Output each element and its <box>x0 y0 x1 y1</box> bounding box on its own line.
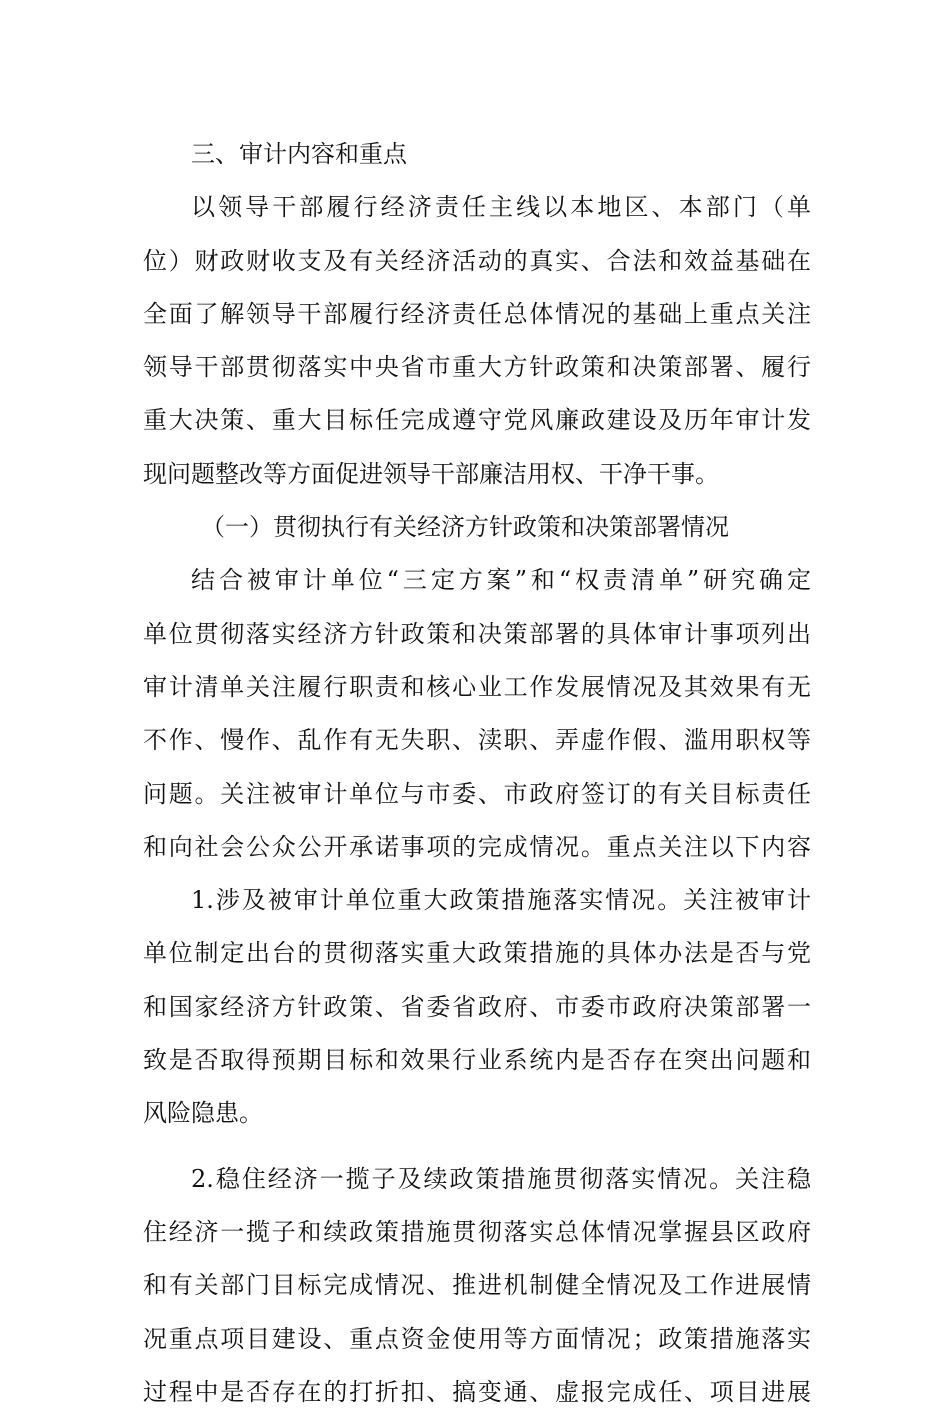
paragraph-line: 单位贯彻落实经济方针政策和决策部署的具体审计事项列出 <box>143 619 811 648</box>
paragraph-line: 致是否取得预期目标和效果行业系统内是否存在突出问题和 <box>143 1046 811 1075</box>
paragraph-line: 现问题整改等方面促进领导干部廉洁用权、干净干事。 <box>143 459 719 488</box>
document-body <box>143 128 811 1419</box>
paragraph-line: 审计清单关注履行职责和核心业工作发展情况及其效果有无 <box>143 672 811 701</box>
paragraph-line: 问题。关注被审计单位与市委、市政府签订的有关目标责任 <box>143 779 811 808</box>
paragraph-line: 领导干部贯彻落实中央省市重大方针政策和决策部署、履行 <box>143 353 811 382</box>
paragraph-line: 结合被审计单位“三定方案”和“权责清单”研究确定 <box>191 566 811 595</box>
section-heading: 三、审计内容和重点 <box>191 140 407 168</box>
list-item-2 <box>143 1153 811 1419</box>
paragraph-line: 过程中是否存在的打折扣、搞变通、虚报完成任、项目进展 <box>143 1377 811 1406</box>
intro-paragraph <box>143 181 811 501</box>
paragraph-spacer <box>143 1141 811 1153</box>
paragraph-line: 住经济一揽子和续政策措施贯彻落实总体情况掌握县区政府 <box>143 1217 811 1246</box>
paragraph-line: 2.稳住经济一揽子及续政策措施贯彻落实情况。关注稳 <box>191 1164 811 1193</box>
paragraph-line: 和有关部门目标完成情况、推进机制健全情况及工作进展情 <box>143 1271 811 1300</box>
policy-paragraph <box>143 554 811 874</box>
paragraph-line: 和向社会公众公开承诺事项的完成情况。重点关注以下内容 <box>143 832 811 861</box>
paragraph-line: 1.涉及被审计单位重大政策措施落实情况。关注被审计 <box>191 886 811 915</box>
paragraph-line: 以领导干部履行经济责任主线以本地区、本部门（单 <box>191 193 811 222</box>
paragraph-line: 位）财政财收支及有关经济活动的真实、合法和效益基础在 <box>143 246 811 275</box>
paragraph-line: 重大决策、重大目标任完成遵守党风廉政建设及历年审计发 <box>143 406 811 435</box>
paragraph-line: 不作、慢作、乱作有无失职、渎职、弄虚作假、滥用职权等 <box>143 726 811 755</box>
paragraph-line: 况重点项目建设、重点资金使用等方面情况；政策措施落实 <box>143 1324 811 1353</box>
paragraph-line: 全面了解领导干部履行经济责任总体情况的基础上重点关注 <box>143 299 811 328</box>
list-item-1 <box>143 874 811 1140</box>
paragraph-line: 风险隐患。 <box>143 1099 263 1128</box>
paragraph-line: 单位制定出台的贯彻落实重大政策措施的具体办法是否与党 <box>143 939 811 968</box>
subsection-heading: （一）贯彻执行有关经济方针政策和决策部署情况 <box>201 513 729 542</box>
paragraph-line: 和国家经济方针政策、省委省政府、市委市政府决策部署一 <box>143 992 811 1021</box>
